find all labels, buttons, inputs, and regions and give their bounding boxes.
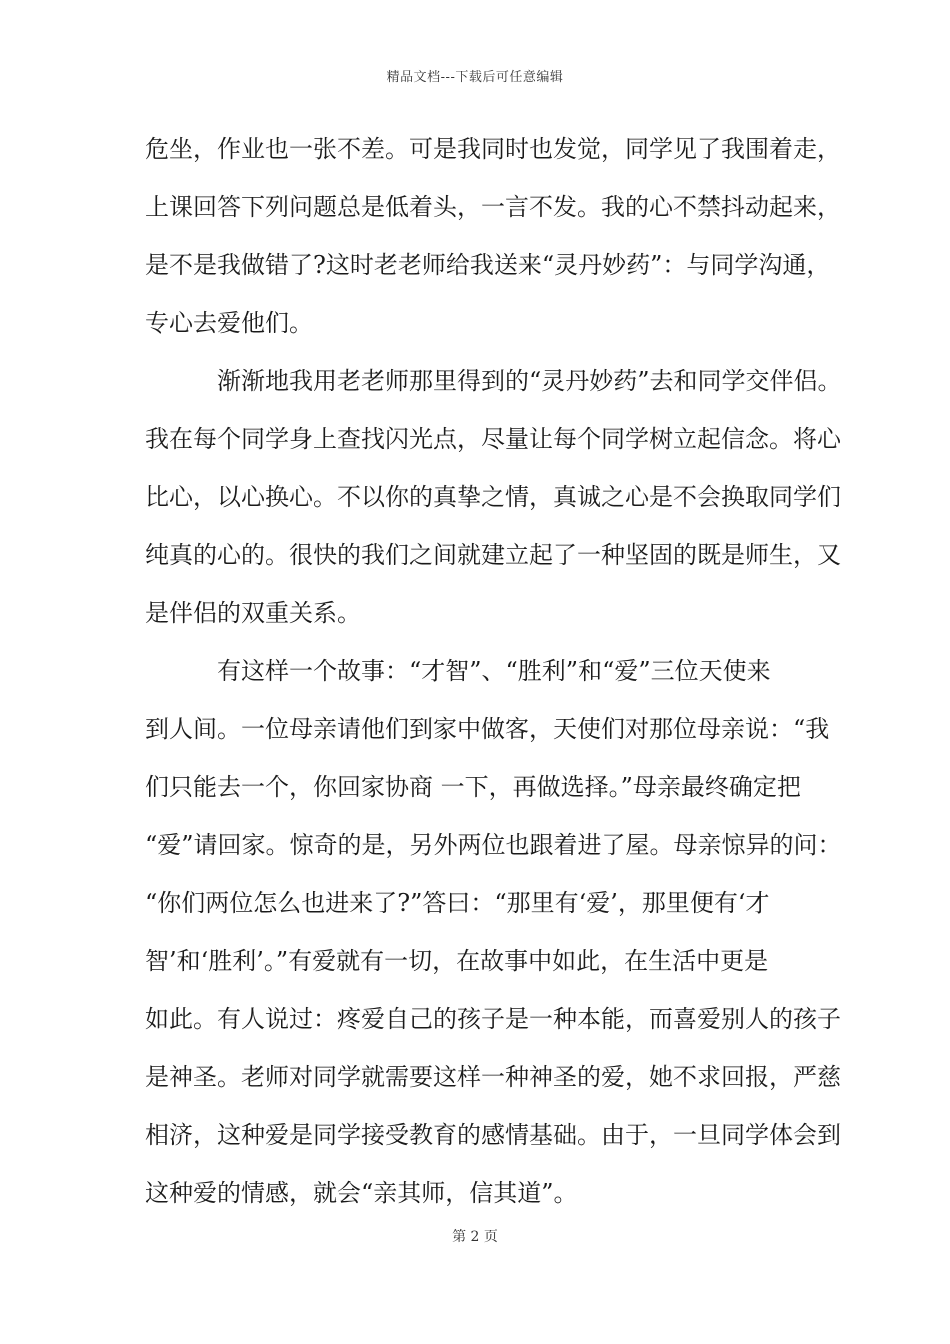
- page-number: 第 2 页: [452, 1229, 498, 1245]
- text-line: 我在每个同学身上查找闪光点，尽量让每个同学树立起信念。将心: [145, 425, 841, 453]
- text-line: 专心去爱他们。: [145, 309, 313, 337]
- text-line: “爱”请回家。惊奇的是，另外两位也跟着进了屋。母亲惊异的问：: [145, 831, 842, 859]
- text-line: 这种爱的情感，就会“亲其师，信其道”。: [145, 1179, 578, 1207]
- text-line: “你们两位怎么也进来了?”答曰：“那里有‘爱’，那里便有‘才: [145, 889, 770, 917]
- text-line: 是不是我做错了?这时老老师给我送来“灵丹妙药”：与同学沟通，: [145, 251, 831, 279]
- text-line: 危坐，作业也一张不差。可是我同时也发觉，同学见了我围着走，: [145, 135, 841, 163]
- text-line: 相济，这种爱是同学接受教育的感情基础。由于，一旦同学体会到: [145, 1121, 841, 1149]
- page-header: 精品文档---下载后可任意编辑: [386, 70, 564, 85]
- document-body: [145, 127, 842, 1229]
- text-line: 纯真的心的。很快的我们之间就建立起了一种坚固的既是师生，又: [145, 541, 841, 569]
- text-line: 是神圣。老师对同学就需要这样一种神圣的爱，她不求回报，严慈: [145, 1063, 841, 1091]
- paragraph-start-line: 有这样一个故事：“才智”、“胜利”和“爱”三位天使来: [217, 657, 771, 685]
- text-line: 智’和‘胜利’。”有爱就有一切，在故事中如此，在生活中更是: [145, 947, 769, 975]
- text-line: 是伴侣的双重关系。: [145, 599, 361, 627]
- text-line: 如此。有人说过：疼爱自己的孩子是一种本能，而喜爱别人的孩子: [145, 1005, 841, 1033]
- paragraph-start-line: 渐渐地我用老老师那里得到的“灵丹妙药”去和同学交伴侣。: [217, 367, 842, 395]
- text-line: 比心，以心换心。不以你的真挚之情，真诚之心是不会换取同学们: [145, 483, 841, 511]
- text-line: 到人间。一位母亲请他们到家中做客，天使们对那位母亲说：“我: [145, 715, 830, 743]
- text-line: 上课回答下列问题总是低着头，一言不发。我的心不禁抖动起来，: [145, 193, 841, 221]
- text-line: 们只能去一个，你回家协商 一下，再做选择。”母亲最终确定把: [145, 773, 801, 801]
